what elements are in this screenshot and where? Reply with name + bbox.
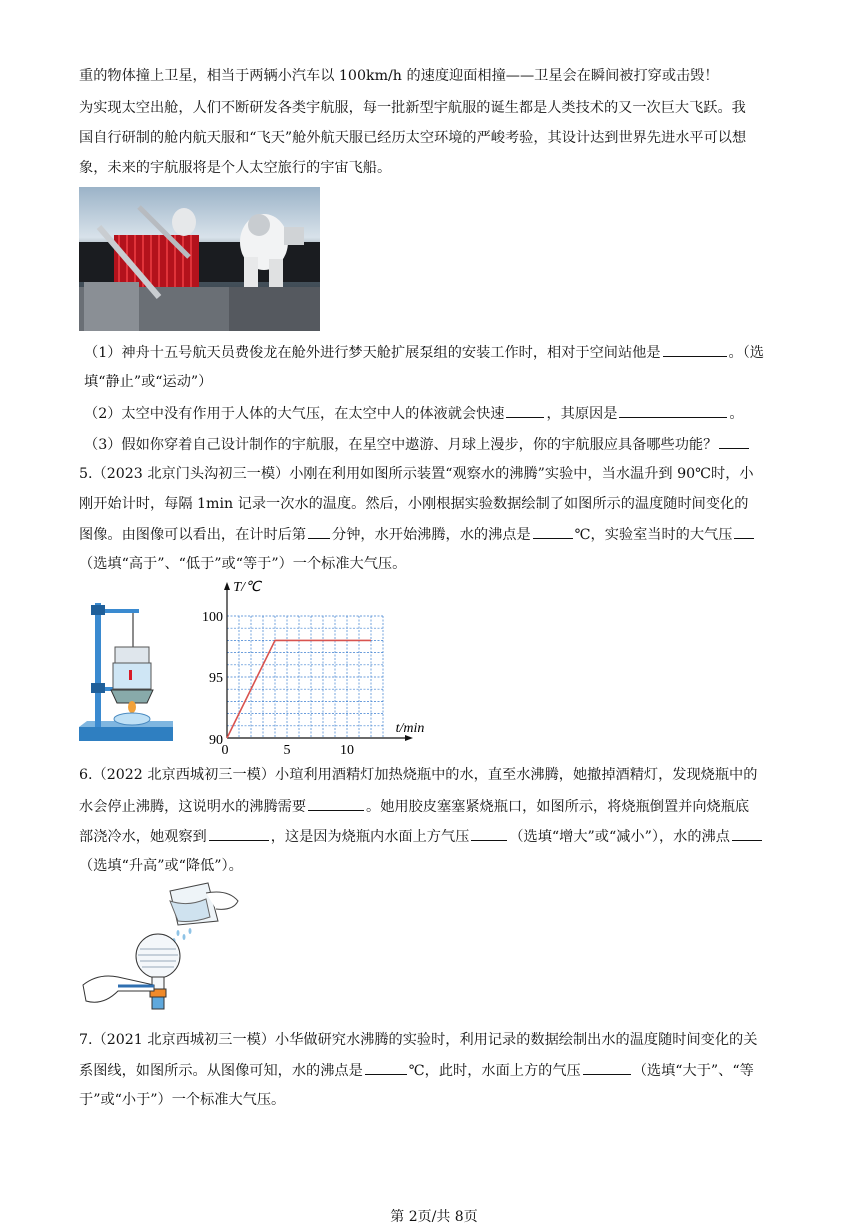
question-5-line: 刚开始计时，每隔 1min 记录一次水的温度。然后，小刚根据实验数据绘制了如图所示的温度随时间变化的 (79, 496, 749, 512)
question-5-line: （选填“高于”、“低于”或“等于”）一个标准大气压。 (79, 556, 407, 572)
spacewalk-photo (79, 187, 320, 331)
answer-blank[interactable] (719, 434, 749, 449)
text-line: 国自行研制的舱内航天服和“飞天”舱外航天服已经历太空环境的严峻考验，其设计达到世界先进水平可以想 (79, 130, 747, 146)
answer-blank[interactable] (619, 403, 727, 418)
flask-cooling-illustration (78, 881, 243, 1016)
x-tick-label: 10 (340, 743, 354, 758)
x-tick-label: 0 (221, 743, 229, 758)
answer-blank[interactable] (533, 524, 573, 539)
answer-blank[interactable] (583, 1060, 631, 1075)
question-1-line: （1）神舟十五号航天员费俊龙在舱外进行梦天舱扩展泵组的安装工作时，相对于空间站他是 。（选 (84, 342, 764, 363)
y-tick-label: 100 (202, 610, 223, 625)
question-6-line: 水会停止沸腾，这说明水的沸腾需要 。她用胶皮塞塞紧烧瓶口，如图所示，将烧瓶倒置并向烧瓶底 (79, 796, 749, 817)
question-7-line: 7.（2021 北京西城初三一模）小华做研究水沸腾的实验时，利用记录的数据绘制出水的温度随时间变化的关 (79, 1032, 758, 1048)
question-5-line: 图像。由图像可以看出，在计时后第 分钟，水开始沸腾，水的沸点是 ℃，实验室当时的大气压 (79, 524, 756, 545)
answer-blank[interactable] (471, 826, 507, 841)
boiling-apparatus-illustration (77, 595, 177, 750)
question-7-line: 于”或“小于”）一个标准大气压。 (79, 1092, 286, 1108)
answer-blank[interactable] (732, 826, 762, 841)
text-line: 为实现太空出舱，人们不断研发各类宇航服，每一批新型宇航服的诞生都是人类技术的又一次巨大飞跃。我 (79, 100, 746, 116)
temperature-time-chart (195, 577, 440, 759)
question-6-line: 6.（2022 北京西城初三一模）小瑄利用酒精灯加热烧瓶中的水，直至水沸腾，她撤掉酒精灯，发现烧瓶中的 (79, 767, 758, 783)
text-line: 象，未来的宇航服将是个人太空旅行的宇宙飞船。 (79, 160, 392, 176)
y-axis-label: T/℃ (233, 580, 261, 595)
x-axis-label: t/min (395, 721, 425, 736)
page-footer: 第 2页/共 8页 (390, 1209, 478, 1225)
answer-blank[interactable] (308, 524, 330, 539)
answer-blank[interactable] (308, 796, 364, 811)
question-3-line: （3）假如你穿着自己设计制作的宇航服，在星空中遨游、月球上漫步，你的宇航服应具备哪些功能？ (84, 434, 751, 455)
answer-blank[interactable] (506, 403, 544, 418)
answer-blank[interactable] (734, 524, 754, 539)
answer-blank[interactable] (209, 826, 269, 841)
question-6-line: （选填“升高”或“降低”）。 (79, 858, 243, 874)
answer-blank[interactable] (663, 342, 727, 357)
y-axis-arrow (224, 582, 230, 590)
question-6-line: 部浇冷水，她观察到 ，这是因为烧瓶内水面上方气压 （选填“增大”或“减小”），水的沸点 (79, 826, 764, 847)
question-2-line: （2）太空中没有作用于人体的大气压，在太空中人的体液就会快速 ，其原因是 。 (84, 403, 744, 424)
x-tick-label: 5 (283, 743, 291, 758)
y-tick-label: 95 (209, 671, 223, 686)
question-7-line: 系图线，如图所示。从图像可知，水的沸点是 ℃，此时，水面上方的气压 （选填“大于”、“等 (79, 1060, 754, 1081)
question-5-line: 5.（2023 北京门头沟初三一模）小刚在利用如图所示装置“观察水的沸腾”实验中，当水温升到 90℃时，小 (79, 466, 754, 482)
question-1-line: 填“静止”或“运动”） (84, 374, 213, 390)
answer-blank[interactable] (365, 1060, 407, 1075)
y-tick-label: 90 (209, 733, 223, 748)
text-line: 重的物体撞上卫星，相当于两辆小汽车以 100km/h 的速度迎面相撞——卫星会在瞬间被打穿或击毁！ (79, 68, 719, 84)
